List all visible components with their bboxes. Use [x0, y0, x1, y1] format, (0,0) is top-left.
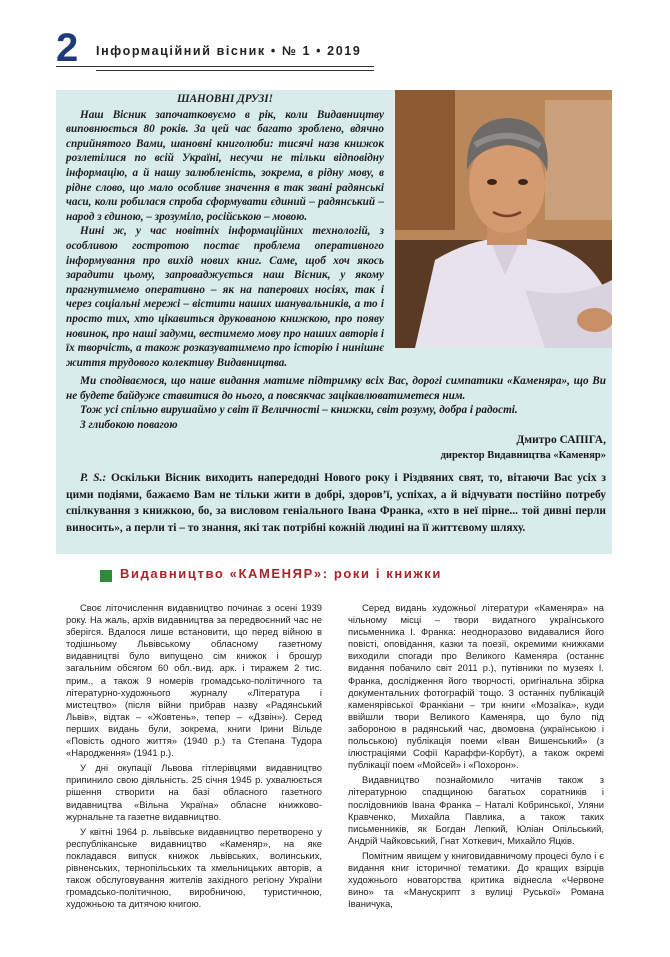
director-portrait-photo — [395, 90, 612, 348]
article-paragraph: Серед видань художньої літератури «Каменяра» на чільному місці – твори видатного українського письменника І. Франка: неодноразово видавалися його повісті, оповідання, казки та поезії, окремими книжками виходили спогади про Великого Каменяра (останнє видання побачило світ 2011 р.), путівники по музеях І. Франка, дослідження його творчості, оригінальна збірка документальних фотографій тощо. З останніх публікацій каменярівської Франкіани – три книги «Мозаїка», куди ввійшли твори Великого Каменяра, що було під забороною в радянський час, двомовна (українською і польською) публікація поеми «Іван Вишенський» (з ілюстраціями Софії Караффи-Корбут), а також окремі публікації поем «Мойсей» і «Похорон». — [348, 602, 604, 771]
article-paragraph: У дні окупації Львова гітлерівцями видавництво припинило свою діяльність. 25 січня 1945 р. ухвалюється рішення створити на базі обласного газетного видавництва «Вільна Україна» обласне книжково-журнальне та газетне видавництво. — [66, 762, 322, 822]
portrait-photo-icon — [395, 90, 612, 348]
section-bullet-icon — [100, 570, 112, 582]
header-rule-secondary — [96, 70, 374, 71]
bulletin-title: Інформаційний вісник • № 1 • 2019 — [96, 44, 362, 58]
article-paragraph: Видавництво познайомило читачів також з літературною спадщиною багатьох соратників і послідовників Івана Франка – Наталі Кобринської, Уляни Кравченко, Михайла Павлика, а також таких письменників, як Богдан Лепкий, Юліан Опільський, Андрій Чайковський, Гнат Хоткевич, Михайло Яцків. — [348, 774, 604, 846]
ps-label: P. S.: — [80, 472, 107, 484]
signature-name: Дмитро САПІГА, — [516, 434, 606, 446]
article-paragraph: У квітні 1964 р. львівське видавництво перетворено у республіканське видавництво «Каменяр», на яке покладався випуск книжок львівських, волинських, рівненських, тернопільських та хмельницьких авторів, а також обслуговування жителів західного регіону України громадсько-політичною, виробничою, туристичною, художньою та дитячою книгою. — [66, 825, 322, 910]
header-rule — [56, 66, 374, 67]
article-paragraph: Своє літочислення видавництво починає з осені 1939 року. На жаль, архів видавництва за передвоєнний час не зберігся. Вдалося лише встановити, що перед війною в тодішньому Львівському обласному газетному видавництві було випущено сім книжок і брошур загальним обсягом 60 обл.-вид. арк. і тиражем 2 тис. прим., а також 9 номерів громадсько-політичного та літературно-художнього журналу «Література і мистецтво» (після війни прибрав назву «Радянський Львів», відтак – «Жовтень», тепер – «Дзвін»). Серед перших видань були, зокрема, книги Ірини Вільде «Повість одного життя» (1940 р.) та Степана Тудора «Народження» (1941 р.). — [66, 602, 322, 759]
signature-position: директор Видавництва «Каменяр» — [440, 450, 606, 461]
greeting-closing: З глибокою повагою — [80, 418, 178, 431]
ps-text: Оскільки Вісник виходить напередодні Нового року і Різдвяних свят, то, вітаючи Вас усіх з цими подіями, бажаємо Вам не тільки жити в добрі, здоров’ї, успіхах, а й відчувати постійно потребу спілкування з книжкою, бо, за висловом геніального Івана Франка, «хто в неї пірне... той дивні перли виносить», а перли ті – то знання, які так потрібні кожній людині на її життєвому шляху. — [66, 472, 606, 534]
greeting-text-wide — [66, 374, 606, 432]
article-column-right — [348, 602, 604, 913]
greeting-text — [66, 92, 384, 370]
greeting-paragraph: Наш Вісник започатковуємо в рік, коли Видавництву виповнюється 80 років. За цей час багато зроблено, вдячно сприйнятого Вами, шановні книголюби: тисячі назв книжок розлетілися по всій Україні, несучи не тільки відповідну інформацію, а й нашу залюбленість, зокрема, в рідну мову, в рідне слово, що мало особливе значення в так звані радянські часи, коли робилася спроба сформувати єдиний – радянський – народ з єдиною, – зрозуміло, російською – мовою. — [66, 108, 384, 223]
article-paragraph: Помітним явищем у книговидавничому процесі було і є видання книг історичної тематики. До кращих взірців художнього новаторства критика віднесла «Червоне вино» та «Манускрипт з вулиці Руської» Романа Іваничука, — [348, 849, 604, 910]
page-number: 2 — [56, 26, 79, 70]
greeting-paragraph: Ми сподіваємося, що наше видання матиме підтримку всіх Вас, дорогі симпатики «Каменяра», що Ви не будете байдуже ставитися до нього, а повсякчас зацікавлюватиметеся ним. — [66, 375, 606, 402]
salutation: ШАНОВНІ ДРУЗІ! — [176, 93, 274, 105]
postscript — [66, 470, 606, 536]
article-column-left — [66, 602, 322, 913]
section-title: Видавництво «КАМЕНЯР»: роки і книжки — [120, 566, 442, 581]
greeting-paragraph: Нині ж, у час новітніх інформаційних технологій, з особливою гостротою постає проблема оперативного інформування про вихід нових книг. Саме, щоб хоч якось зарадити цьому, запроваджується наш Вісник, у якому прагнутимемо оперативно – як на паперових носіях, так і через соціальні мережі – вістити наших шанувальників, а то і просто тих, хто цікавиться друкованою книжкою, про появу новинок, про наші задуми, вестимемо мову про наших авторів і їх творчість, а також розказуватимемо про історію і нинішнє життя трудового колективу Видавництва. — [66, 225, 384, 369]
greeting-paragraph: Тож усі спільно вирушаймо у світ її Величності – книжки, світ розуму, добра і радості. — [80, 404, 518, 417]
